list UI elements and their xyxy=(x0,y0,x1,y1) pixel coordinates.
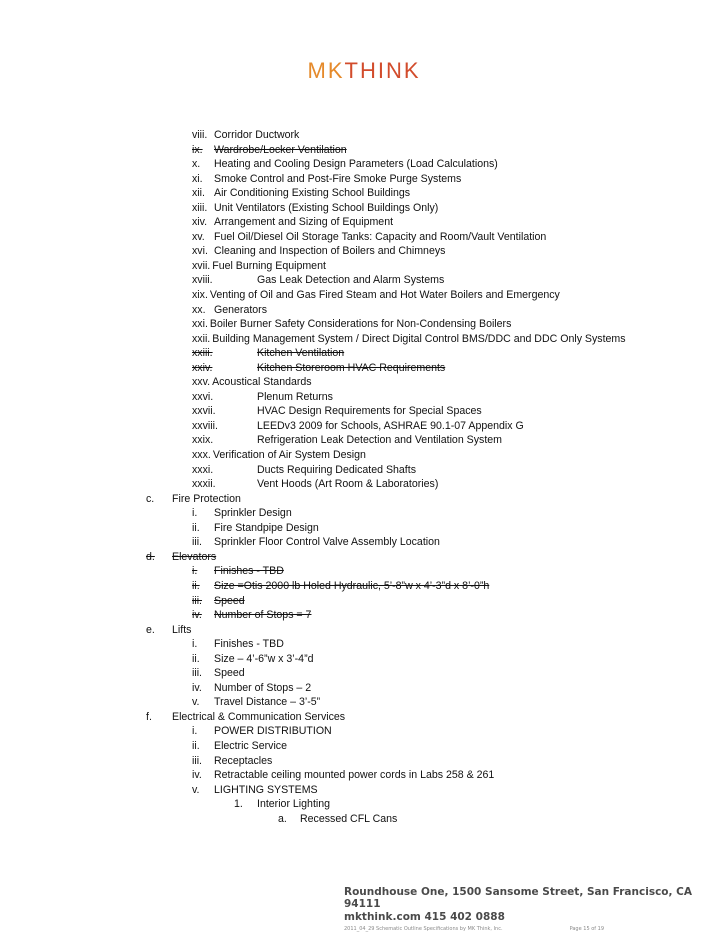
outline-list xyxy=(0,128,728,826)
outline-item-text: Refrigeration Leak Detection and Ventilation System xyxy=(257,434,502,447)
outline-item xyxy=(0,463,728,478)
outline-item xyxy=(0,186,728,201)
outline-item xyxy=(0,201,728,216)
outline-item-text: Interior Lighting xyxy=(257,798,331,811)
outline-item xyxy=(0,259,728,274)
outline-item-text: HVAC Design Requirements for Special Spaces xyxy=(257,405,482,418)
footer-fine-print xyxy=(344,926,604,932)
outline-item xyxy=(0,244,728,259)
outline-item-text: Sprinkler Design xyxy=(214,507,292,520)
outline-item-number: xv. xyxy=(192,230,205,243)
outline-item xyxy=(0,710,728,725)
outline-item-number: xxiv. xyxy=(192,361,213,374)
outline-item-number: v. xyxy=(192,696,200,709)
outline-item xyxy=(0,550,728,565)
outline-item-number: xii. xyxy=(192,187,205,200)
outline-item xyxy=(0,303,728,318)
outline-item-number: i. xyxy=(192,507,198,520)
outline-item-text: Fire Protection xyxy=(172,492,241,505)
logo-think: THINK xyxy=(344,58,421,83)
outline-item-number: x. xyxy=(192,158,201,171)
outline-item-text: Finishes - TBD xyxy=(214,638,284,651)
outline-item-text: Recessed CFL Cans xyxy=(300,812,398,825)
outline-item-number: iv. xyxy=(192,681,202,694)
outline-item-number: xxxii. xyxy=(192,478,216,491)
outline-item-number: ii. xyxy=(192,521,200,534)
outline-item-text: Electrical & Communication Services xyxy=(172,710,346,723)
outline-item-text: Speed xyxy=(214,594,245,607)
outline-item xyxy=(0,579,728,594)
outline-item xyxy=(0,652,728,667)
outline-item-number: xvi. xyxy=(192,245,208,258)
outline-item-number: xiii. xyxy=(192,201,208,214)
outline-item-number: xxviii. xyxy=(192,419,218,432)
outline-item xyxy=(0,404,728,419)
outline-item xyxy=(0,157,728,172)
footer-address: Roundhouse One, 1500 Sansome Street, San Francisco, CA 94111 xyxy=(344,886,692,910)
outline-item-text: Travel Distance – 3’-5” xyxy=(214,696,321,709)
outline-item-number: viii. xyxy=(192,129,208,141)
outline-item-number: 1. xyxy=(234,798,243,811)
outline-item-number: f. xyxy=(146,710,152,723)
outline-item xyxy=(0,433,728,448)
outline-item-text: Size – 4’-6”w x 3’-4”d xyxy=(214,652,314,665)
outline-item xyxy=(0,390,728,405)
outline-item xyxy=(0,288,728,303)
outline-item-text: Elevators xyxy=(172,550,217,563)
outline-item-text: Fire Standpipe Design xyxy=(214,521,319,534)
outline-item xyxy=(0,535,728,550)
outline-item-text: Sprinkler Floor Control Valve Assembly Location xyxy=(214,536,440,549)
footer-contact: mkthink.com 415 402 0888 xyxy=(344,911,505,923)
outline-item-number: iv. xyxy=(192,769,202,782)
outline-item-text: Receptacles xyxy=(214,754,273,767)
outline-item xyxy=(0,681,728,696)
outline-item-number: a. xyxy=(278,812,287,825)
outline-item-number: xxiii. xyxy=(192,347,213,360)
outline-item-number: c. xyxy=(146,492,155,505)
outline-item xyxy=(0,477,728,492)
outline-item xyxy=(0,492,728,507)
outline-item-number: xxi. xyxy=(192,318,208,331)
outline-item-text: Venting of Oil and Gas Fired Steam and Hot Water Boilers and Emergency xyxy=(209,289,560,302)
outline-item-number: xviii. xyxy=(192,274,213,287)
outline-item xyxy=(0,143,728,158)
outline-item-text: Plenum Returns xyxy=(257,390,333,403)
outline-item xyxy=(0,375,728,390)
outline-item-text: Ducts Requiring Dedicated Shafts xyxy=(257,463,416,476)
outline-item xyxy=(0,448,728,463)
outline-item xyxy=(0,666,728,681)
outline-item-number: iii. xyxy=(192,667,203,680)
outline-item xyxy=(0,812,728,827)
outline-item xyxy=(0,724,728,739)
outline-item-number: i. xyxy=(192,565,198,578)
outline-item-number: ii. xyxy=(192,739,200,752)
outline-item xyxy=(0,695,728,710)
outline-item-number: i. xyxy=(192,725,198,738)
outline-item-number: d. xyxy=(146,550,155,563)
outline-item-text: Size =Otis 2000 lb Holed Hydraulic, 5’-8”w x 4’-3”d x 8’-0”h xyxy=(214,579,490,592)
outline-item-number: xxx. xyxy=(192,449,211,462)
outline-item-number: xxvii. xyxy=(192,405,216,418)
outline-item xyxy=(0,506,728,521)
outline-item xyxy=(0,739,728,754)
outline-item-text: LIGHTING SYSTEMS xyxy=(214,783,318,796)
outline-item xyxy=(0,215,728,230)
outline-item-text: Fuel Oil/Diesel Oil Storage Tanks: Capacity and Room/Vault Ventilation xyxy=(214,230,547,243)
outline-item-number: xix. xyxy=(192,289,208,302)
outline-item-text: Gas Leak Detection and Alarm Systems xyxy=(257,274,445,287)
outline-item xyxy=(0,521,728,536)
outline-item-text: Building Management System / Direct Digital Control BMS/DDC and DDC Only Systems xyxy=(212,332,626,345)
outline-item-text: Wardrobe/Locker Ventilation xyxy=(214,143,347,156)
outline-item xyxy=(0,128,728,143)
outline-item xyxy=(0,346,728,361)
outline-item-text: Arrangement and Sizing of Equipment xyxy=(214,216,394,229)
outline-item-text: POWER DISTRIBUTION xyxy=(214,725,332,738)
company-logo xyxy=(0,58,728,84)
outline-item-text: Vent Hoods (Art Room & Laboratories) xyxy=(257,478,439,491)
outline-item-text: Kitchen Storeroom HVAC Requirements xyxy=(257,361,446,374)
outline-item-number: iii. xyxy=(192,536,203,549)
outline-item xyxy=(0,273,728,288)
outline-item-text: Kitchen Ventilation xyxy=(257,347,345,360)
outline-item-number: ii. xyxy=(192,579,200,592)
outline-item-text: Speed xyxy=(214,667,245,680)
outline-item xyxy=(0,594,728,609)
outline-item xyxy=(0,637,728,652)
outline-item-text: Lifts xyxy=(172,623,192,636)
outline-item-text: Electric Service xyxy=(214,739,287,752)
page-footer xyxy=(344,886,728,932)
outline-item-text: Cleaning and Inspection of Boilers and Chimneys xyxy=(214,245,446,258)
outline-item xyxy=(0,332,728,347)
outline-item xyxy=(0,361,728,376)
outline-item-number: iv. xyxy=(192,609,202,622)
outline-item-number: xvii. xyxy=(192,259,211,272)
outline-item-number: xiv. xyxy=(192,216,208,229)
outline-item-text: Number of Stops – 2 xyxy=(214,681,312,694)
outline-item-number: ii. xyxy=(192,652,200,665)
outline-item-text: Acoustical Standards xyxy=(212,376,312,389)
outline-item-text: Fuel Burning Equipment xyxy=(212,259,326,272)
outline-item-number: iii. xyxy=(192,594,203,607)
outline-item-text: LEEDv3 2009 for Schools, ASHRAE 90.1-07 Appendix G xyxy=(257,419,524,432)
outline-item-number: ix. xyxy=(192,143,203,156)
outline-item xyxy=(0,783,728,798)
outline-item xyxy=(0,608,728,623)
outline-item-number: xxii. xyxy=(192,332,211,345)
footer-doc-title: 2011_04_29 Schematic Outline Specifications by MK Think, Inc. xyxy=(344,926,503,932)
page-number: Page 15 of 19 xyxy=(569,926,604,932)
outline-item xyxy=(0,564,728,579)
outline-item-number: xx. xyxy=(192,303,206,316)
logo-mk: MK xyxy=(307,58,345,83)
outline-item-text: Verification of Air System Design xyxy=(212,449,366,462)
outline-item-number: xxix. xyxy=(192,434,214,447)
outline-item xyxy=(0,797,728,812)
outline-item xyxy=(0,623,728,638)
outline-item-number: e. xyxy=(146,623,155,636)
outline-item-number: xxv. xyxy=(192,376,211,389)
outline-item-text: Corridor Ductwork xyxy=(214,129,300,141)
outline-item xyxy=(0,172,728,187)
outline-item-number: v. xyxy=(192,783,200,796)
outline-item-number: iii. xyxy=(192,754,203,767)
outline-item-text: Air Conditioning Existing School Buildings xyxy=(214,187,411,200)
outline-item-text: Boiler Burner Safety Considerations for Non-Condensing Boilers xyxy=(209,318,512,331)
outline-item xyxy=(0,754,728,769)
outline-item-text: Smoke Control and Post-Fire Smoke Purge Systems xyxy=(214,172,462,185)
outline-item xyxy=(0,419,728,434)
outline-item xyxy=(0,768,728,783)
outline-item xyxy=(0,230,728,245)
outline-item-text: Finishes - TBD xyxy=(214,565,284,578)
outline-item-text: Unit Ventilators (Existing School Buildings Only) xyxy=(214,201,439,214)
outline-item-number: xxxi. xyxy=(192,463,214,476)
outline-item xyxy=(0,317,728,332)
outline-item-number: xxvi. xyxy=(192,390,214,403)
outline-item-text: Generators xyxy=(214,303,267,316)
outline-item-text: Retractable ceiling mounted power cords in Labs 258 & 261 xyxy=(214,769,495,782)
outline-item-number: xi. xyxy=(192,172,203,185)
outline-item-number: i. xyxy=(192,638,198,651)
outline-item-text: Number of Stops = 7 xyxy=(214,609,312,622)
outline-item-text: Heating and Cooling Design Parameters (Load Calculations) xyxy=(214,158,498,171)
